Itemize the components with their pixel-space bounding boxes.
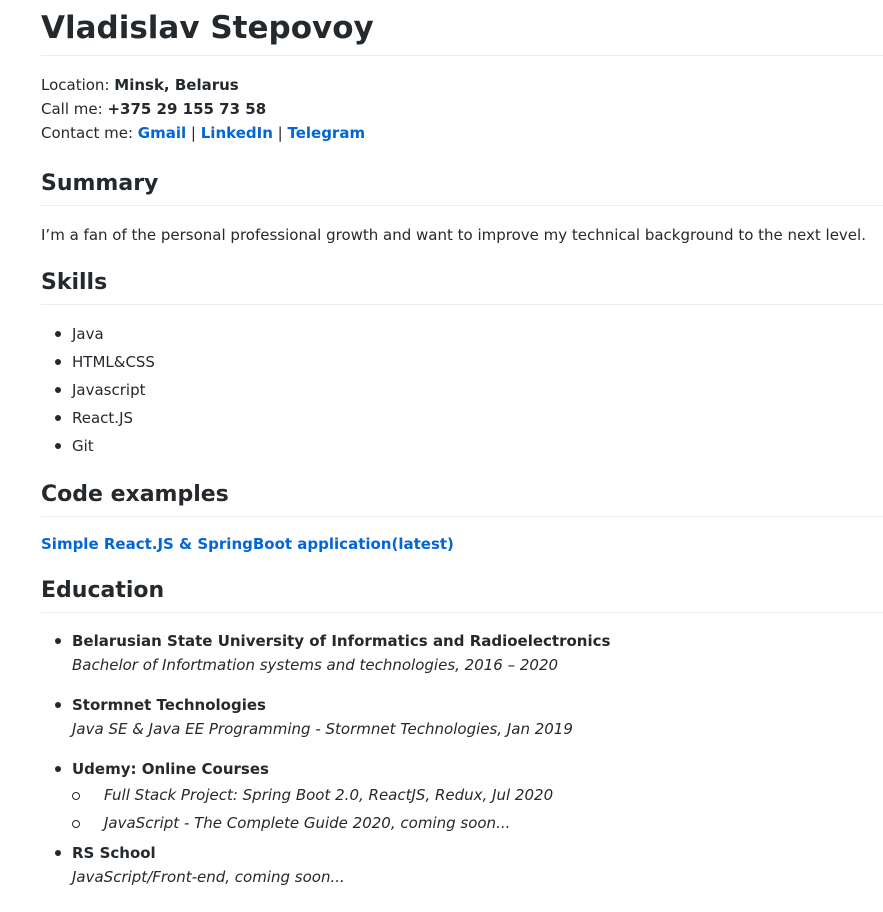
bullet-icon bbox=[55, 443, 61, 449]
education-detail: JavaScript/Front-end, coming soon... bbox=[72, 868, 345, 886]
phone-line bbox=[41, 97, 883, 121]
skill-item bbox=[41, 376, 883, 404]
education-item bbox=[41, 629, 883, 677]
skill-label: Javascript bbox=[72, 381, 146, 399]
course-list bbox=[72, 781, 883, 837]
skill-item bbox=[41, 348, 883, 376]
education-item bbox=[41, 693, 883, 741]
contact-label: Contact me: bbox=[41, 124, 138, 142]
skill-item bbox=[41, 320, 883, 348]
circle-bullet-icon bbox=[72, 792, 80, 800]
code-examples-heading: Code examples bbox=[41, 480, 883, 517]
course-label: Full Stack Project: Spring Boot 2.0, ReactJS, Redux, Jul 2020 bbox=[104, 786, 554, 804]
code-examples-line bbox=[41, 532, 883, 556]
location-value: Minsk, Belarus bbox=[114, 76, 239, 94]
circle-bullet-icon bbox=[72, 820, 80, 828]
education-title: Stormnet Technologies bbox=[72, 696, 266, 714]
bullet-icon bbox=[55, 766, 61, 772]
bullet-icon bbox=[55, 359, 61, 365]
location-label: Location: bbox=[41, 76, 115, 94]
course-item bbox=[72, 809, 883, 837]
education-title: RS School bbox=[72, 844, 156, 862]
page-title: Vladislav Stepovoy bbox=[41, 0, 883, 56]
skill-label: HTML&CSS bbox=[72, 353, 155, 371]
skill-label: Java bbox=[72, 325, 104, 343]
skill-item bbox=[41, 404, 883, 432]
education-heading: Education bbox=[41, 576, 883, 613]
skill-item bbox=[41, 432, 883, 460]
education-detail: Bachelor of Infortmation systems and technologies, 2016 – 2020 bbox=[72, 656, 559, 674]
bullet-icon bbox=[55, 415, 61, 421]
skill-label: Git bbox=[72, 437, 94, 455]
gmail-link[interactable]: Gmail bbox=[137, 124, 187, 142]
location-line bbox=[41, 73, 883, 97]
education-title: Udemy: Online Courses bbox=[72, 760, 269, 778]
summary-text: I’m a fan of the personal professional growth and want to improve my technical background to the next level. bbox=[41, 226, 866, 244]
bullet-icon bbox=[55, 638, 61, 644]
contact-links-line bbox=[41, 121, 883, 145]
education-detail: Java SE & Java EE Programming - Stormnet Technologies, Jan 2019 bbox=[72, 720, 573, 738]
skills-heading: Skills bbox=[41, 268, 883, 305]
education-title: Belarusian State University of Informatics and Radioelectronics bbox=[72, 632, 611, 650]
link-separator: | bbox=[272, 124, 288, 142]
education-list bbox=[41, 629, 883, 889]
bullet-icon bbox=[55, 850, 61, 856]
phone-value: +375 29 155 73 58 bbox=[107, 100, 267, 118]
phone-label: Call me: bbox=[41, 100, 108, 118]
skills-list bbox=[41, 320, 883, 460]
education-item bbox=[41, 841, 883, 889]
bullet-icon bbox=[55, 331, 61, 337]
bullet-icon bbox=[55, 387, 61, 393]
link-separator: | bbox=[186, 124, 201, 142]
bullet-icon bbox=[55, 702, 61, 708]
education-item bbox=[41, 757, 883, 837]
course-item bbox=[72, 781, 883, 809]
code-example-link[interactable]: Simple React.JS & SpringBoot application(latest) bbox=[41, 535, 454, 553]
telegram-link[interactable]: Telegram bbox=[287, 124, 366, 142]
contact-block bbox=[41, 73, 883, 145]
summary-heading: Summary bbox=[41, 169, 883, 206]
skill-label: React.JS bbox=[72, 409, 134, 427]
linkedin-link[interactable]: LinkedIn bbox=[200, 124, 273, 142]
course-label: JavaScript - The Complete Guide 2020, coming soon... bbox=[104, 814, 511, 832]
